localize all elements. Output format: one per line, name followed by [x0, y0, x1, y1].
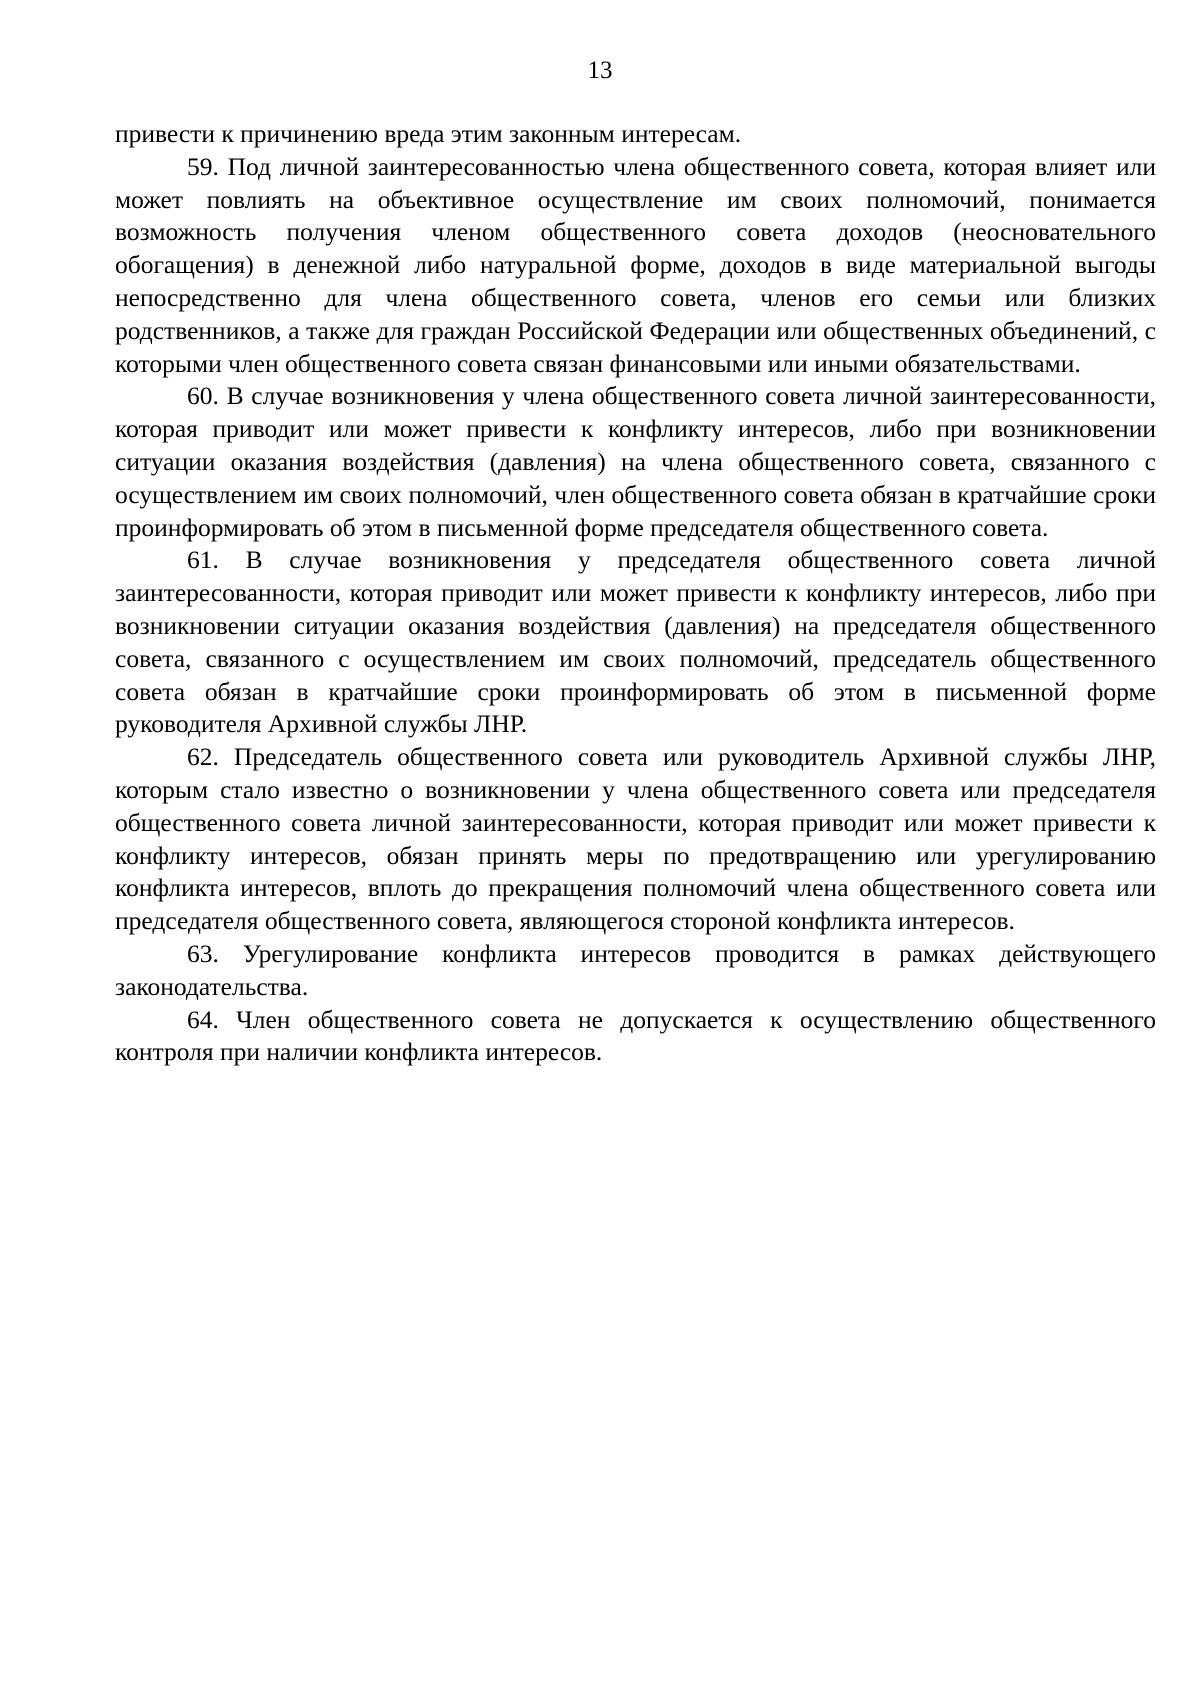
paragraph-continuation: привести к причинению вреда этим законным интересам. [115, 119, 742, 148]
paragraph-63: 63. Урегулирование конфликта интересов проводится в рамках действующего законодательства. [115, 938, 1156, 1001]
paragraph-64: 64. Член общественного совета не допускается к осуществлению общественного контроля при наличии конфликта интересов. [115, 1004, 1156, 1067]
paragraph-60: 60. В случае возникновения у члена общественного совета личной заинтересованности, которая приводит или может привести к конфликту интересов, либо при возникновении ситуации оказания воздействия (давления) на члена общественного совета, связанного с осуществлением им своих полномочий, член общественного совета обязан в кратчайшие сроки проинформировать об этом в письменной форме председателя общественного совета. [115, 381, 1156, 542]
document-body [115, 118, 1156, 1069]
paragraph-62: 62. Председатель общественного совета или руководитель Архивной службы ЛНР, которым стало известно о возникновении у члена общественного совета или председателя общественного совета личной заинтересованности, которая приводит или может привести к конфликту интересов, обязан принять меры по предотвращению или урегулированию конфликта интересов, вплоть до прекращения полномочий члена общественного совета или председателя общественного совета, являющегося стороной конфликта интересов. [115, 742, 1156, 936]
paragraph-59: 59. Под личной заинтересованностью члена общественного совета, которая влияет или может повлиять на объективное осуществление им своих полномочий, понимается возможность получения членом общественного совета доходов (неосновательного обогащения) в денежной либо натуральной форме, доходов в виде материальной выгоды непосредственно для члена общественного совета, членов его семьи или близких родственников, а также для граждан Российской Федерации или общественных объединений, с которыми член общественного совета связан финансовыми или иными обязательствами. [115, 151, 1156, 378]
paragraph-61: 61. В случае возникновения у председателя общественного совета личной заинтересованности, которая приводит или может привести к конфликту интересов, либо при возникновении ситуации оказания воздействия (давления) на председателя общественного совета, связанного с осуществлением им своих полномочий, председатель общественного совета обязан в кратчайшие сроки проинформировать об этом в письменной форме руководителя Архивной службы ЛНР. [115, 545, 1156, 739]
page-number: 13 [587, 57, 613, 84]
